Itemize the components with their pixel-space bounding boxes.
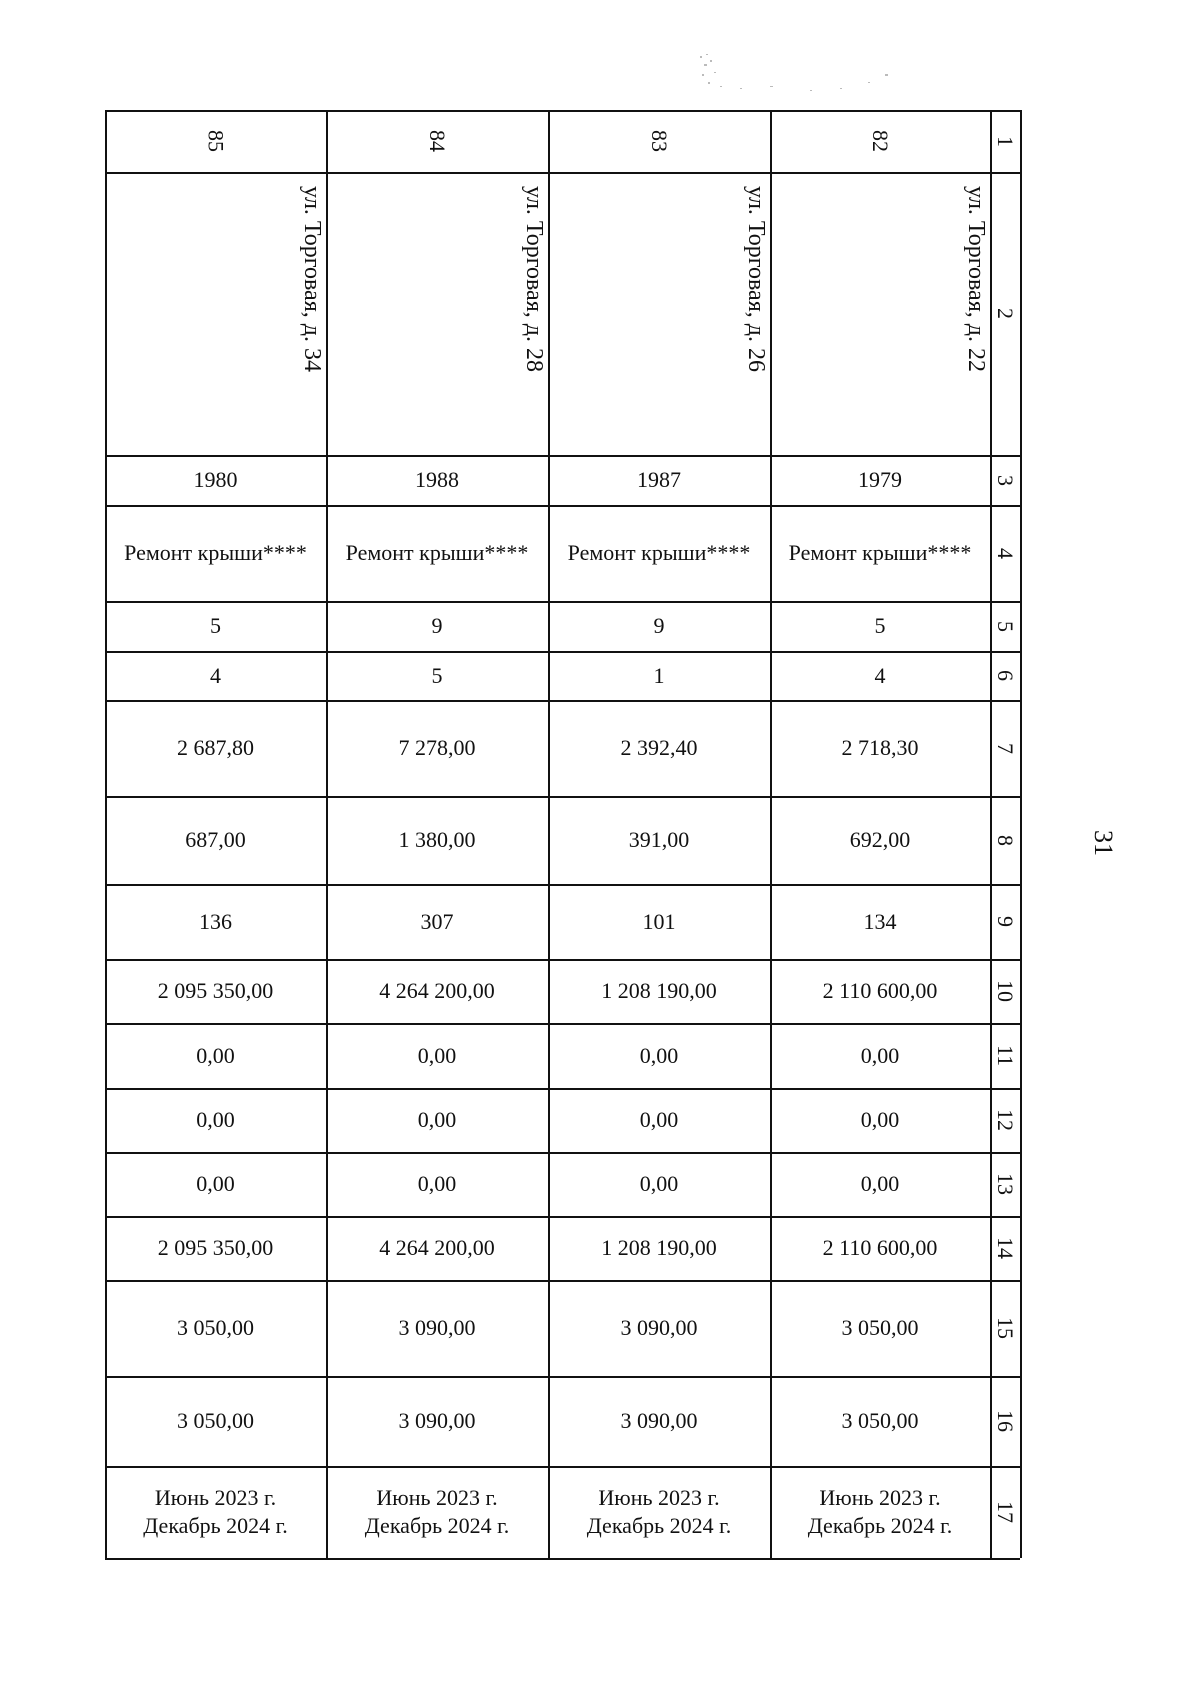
cell-work: Ремонт крыши**** xyxy=(124,540,307,565)
column-number-label: 5 xyxy=(993,620,1018,632)
cell-fund_federal: 0,00 xyxy=(639,1042,679,1068)
period-start: Июнь 2023 г. xyxy=(819,1485,941,1510)
cell-year: 1987 xyxy=(637,467,681,492)
cell-entrances: 4 xyxy=(210,662,221,688)
column-number xyxy=(990,884,1020,959)
period-end: Декабрь 2024 г. xyxy=(586,1513,732,1538)
row-number: 84 xyxy=(425,130,450,152)
cell-no xyxy=(105,110,326,172)
cell-area_total: 7 278,00 xyxy=(398,735,476,760)
period-end: Декабрь 2024 г. xyxy=(807,1513,953,1538)
cell-period xyxy=(548,1466,770,1558)
cell-unit_cost: 3 090,00 xyxy=(620,1315,698,1340)
cell-entrances: 4 xyxy=(874,662,886,688)
cell-work: Ремонт крыши**** xyxy=(567,540,751,565)
cell-fund_local: 0,00 xyxy=(196,1171,235,1196)
period-start: Июнь 2023 г. xyxy=(376,1485,498,1510)
cell-address xyxy=(548,172,770,455)
column-number-label: 9 xyxy=(993,916,1018,927)
cell-no xyxy=(326,110,548,172)
row-number: 85 xyxy=(203,130,229,152)
column-number-label: 14 xyxy=(993,1237,1018,1259)
column-number xyxy=(990,110,1020,172)
cell-period xyxy=(326,1466,548,1558)
column-number-label: 8 xyxy=(993,834,1018,846)
cell-fund_local: 0,00 xyxy=(417,1171,457,1196)
address-text: ул. Торговая, д. 22 xyxy=(963,186,989,372)
address-text: ул. Торговая, д. 28 xyxy=(521,186,547,372)
column-number xyxy=(990,1216,1020,1280)
cell-unit_cost: 3 090,00 xyxy=(398,1315,476,1340)
cell-fund_regional: 0,00 xyxy=(196,1107,235,1132)
column-number xyxy=(990,505,1020,601)
column-number xyxy=(990,1466,1020,1558)
page-number: 31 xyxy=(1089,830,1118,856)
cell-no xyxy=(548,110,770,172)
cell-floors: 9 xyxy=(653,613,665,638)
cell-address xyxy=(105,172,326,455)
cell-work: Ремонт крыши**** xyxy=(788,540,972,565)
cell-unit_cost_limit: 3 050,00 xyxy=(177,1408,254,1433)
cell-fund_owners: 4 264 200,00 xyxy=(379,1235,495,1260)
cell-area_roof: 687,00 xyxy=(185,827,246,852)
cell-no xyxy=(770,110,990,172)
cell-fund_owners: 2 095 350,00 xyxy=(157,1235,274,1260)
column-number-label: 16 xyxy=(993,1410,1018,1432)
cell-cost_total: 4 264 200,00 xyxy=(379,978,495,1003)
cell-residents: 101 xyxy=(642,908,676,934)
cell-floors: 5 xyxy=(874,613,886,638)
cell-fund_federal: 0,00 xyxy=(860,1042,900,1068)
row-number: 83 xyxy=(647,130,672,152)
cell-floors: 5 xyxy=(210,613,221,638)
cell-work: Ремонт крыши**** xyxy=(345,540,529,565)
column-number-label: 6 xyxy=(993,670,1018,681)
cell-residents: 134 xyxy=(863,908,897,934)
column-number xyxy=(990,651,1020,700)
column-number-label: 13 xyxy=(993,1173,1018,1195)
column-number-label: 15 xyxy=(993,1317,1018,1339)
column-number-label: 12 xyxy=(993,1109,1018,1131)
cell-fund_owners: 2 110 600,00 xyxy=(822,1235,938,1260)
address-text: ул. Торговая, д. 34 xyxy=(299,186,325,372)
column-number xyxy=(990,1023,1020,1088)
table-row-rule xyxy=(105,1558,1020,1560)
column-number xyxy=(990,601,1020,651)
cell-fund_regional: 0,00 xyxy=(639,1107,679,1132)
column-number-label: 4 xyxy=(993,547,1018,559)
cell-area_total: 2 687,80 xyxy=(177,735,254,760)
table-column-rule xyxy=(1020,110,1022,1558)
cell-fund_regional: 0,00 xyxy=(417,1107,457,1132)
column-number xyxy=(990,455,1020,505)
cell-unit_cost_limit: 3 090,00 xyxy=(398,1408,476,1433)
cell-entrances: 1 xyxy=(653,662,665,688)
column-number-label: 3 xyxy=(993,474,1018,486)
cell-entrances: 5 xyxy=(431,662,443,688)
cell-unit_cost_limit: 3 090,00 xyxy=(620,1408,698,1433)
cell-area_roof: 692,00 xyxy=(849,827,911,852)
address-text: ул. Торговая, д. 26 xyxy=(743,186,769,372)
cell-cost_total: 2 095 350,00 xyxy=(157,978,274,1003)
column-number-label: 17 xyxy=(993,1501,1018,1523)
cell-unit_cost_limit: 3 050,00 xyxy=(841,1408,919,1433)
cell-area_roof: 1 380,00 xyxy=(398,827,476,852)
column-number-label: 7 xyxy=(993,742,1018,754)
column-number xyxy=(990,1280,1020,1376)
cell-fund_owners: 1 208 190,00 xyxy=(601,1235,717,1260)
cell-year: 1988 xyxy=(415,467,459,492)
cell-cost_total: 2 110 600,00 xyxy=(822,978,938,1003)
period-end: Декабрь 2024 г. xyxy=(143,1513,288,1538)
period-start: Июнь 2023 г. xyxy=(154,1485,277,1510)
cell-area_roof: 391,00 xyxy=(628,827,690,852)
column-number-label: 1 xyxy=(993,135,1018,147)
row-number: 82 xyxy=(868,130,893,152)
column-number xyxy=(990,959,1020,1023)
cell-period xyxy=(105,1466,326,1558)
cell-floors: 9 xyxy=(431,613,443,638)
cell-address xyxy=(326,172,548,455)
cell-unit_cost: 3 050,00 xyxy=(177,1315,254,1340)
cell-fund_regional: 0,00 xyxy=(860,1107,900,1132)
column-number xyxy=(990,700,1020,796)
column-number xyxy=(990,172,1020,455)
cell-fund_federal: 0,00 xyxy=(196,1042,235,1068)
column-number-label: 11 xyxy=(993,1044,1018,1067)
cell-area_total: 2 718,30 xyxy=(841,735,919,760)
column-number xyxy=(990,1376,1020,1466)
cell-address xyxy=(770,172,990,455)
cell-unit_cost: 3 050,00 xyxy=(841,1315,919,1340)
cell-year: 1979 xyxy=(858,467,902,492)
period-end: Декабрь 2024 г. xyxy=(364,1513,510,1538)
cell-residents: 136 xyxy=(199,908,232,934)
cell-fund_local: 0,00 xyxy=(639,1171,679,1196)
cell-year: 1980 xyxy=(193,467,238,492)
column-number xyxy=(990,796,1020,884)
column-number-label: 2 xyxy=(993,308,1018,319)
column-number xyxy=(990,1088,1020,1152)
column-number xyxy=(990,1152,1020,1216)
cell-cost_total: 1 208 190,00 xyxy=(601,978,717,1003)
column-number-label: 10 xyxy=(993,980,1018,1002)
cell-fund_federal: 0,00 xyxy=(417,1042,457,1068)
cell-fund_local: 0,00 xyxy=(860,1171,900,1196)
cell-residents: 307 xyxy=(420,908,454,934)
cell-area_total: 2 392,40 xyxy=(620,735,698,760)
cell-period xyxy=(770,1466,990,1558)
period-start: Июнь 2023 г. xyxy=(598,1485,720,1510)
